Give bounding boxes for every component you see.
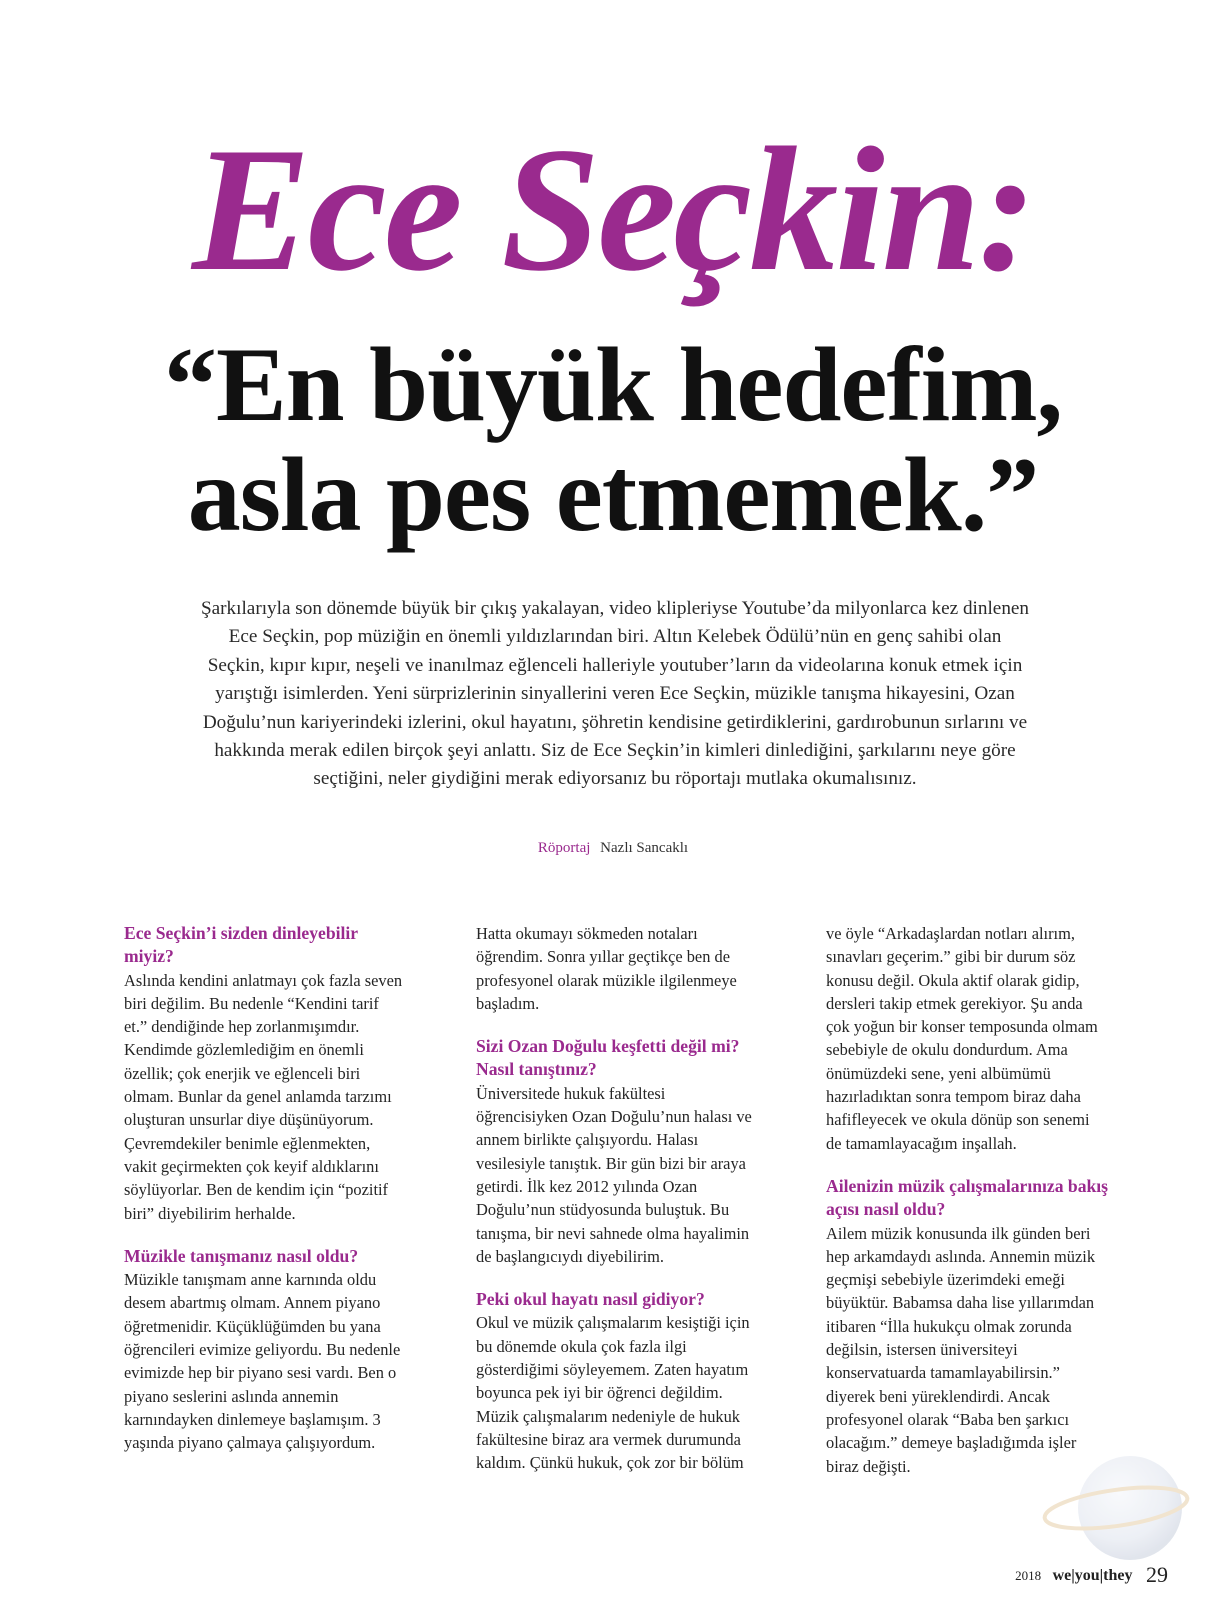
- question-heading: Müzikle tanışmanız nasıl oldu?: [124, 1245, 359, 1266]
- article-intro: Şarkılarıyla son dönemde büyük bir çıkış yakalayan, video klipleriyse Youtube’da milyonlarca kez dinlenen Ece Seçkin, pop müziğin en önemli yıldızlarından biri. Altın Kelebek Ödülü’nün en genç sahibi olan Seçkin, kıpır kıpır, neşeli ve inanılmaz eğlenceli halleriyle youtuber’ların da videolarına konuk etmek için yarıştığı isimlerden. Yeni sürprizlerinin sinyallerini veren Ece Seçkin, müzikle tanışma hikayesini, Ozan Doğulu’nun kariyerindeki izlerini, okul hayatını, şöhretin kendisine getirdiklerini, gardırobunun sırlarını ve hakkında merak edilen birçok şeyi anlattı. Siz de Ece Seçkin’in kimleri dinlediğini, şarkılarını neye göre seçtiğini, neler giydiğini merak ediyorsanız bu röportajı mutlaka okumalısınız.: [200, 598, 1030, 790]
- article-subtitle: [0, 326, 1226, 553]
- answer-paragraph: Müzikle tanışmam anne karnında oldu desem abartmış olmam. Annem piyano öğretmenidir. Küçüklüğümden bu yana öğrencileri evimize geliyordu. Bu nedenle evimizde hep bir piyano sesi vardı. Ben o piyano seslerini aslında annemin karnındayken dinlemeye başlamışım. 3 yaşında piyano çalmaya çalışıyordum.: [124, 1270, 401, 1453]
- subtitle-line-2: asla pes etmemek.”: [187, 436, 1039, 553]
- subtitle-line-1: “En büyük hedefim,: [163, 326, 1062, 443]
- page-number: 29: [1146, 1562, 1168, 1587]
- credit-name: Nazlı Sancaklı: [600, 840, 689, 856]
- column-3: [826, 922, 1108, 1478]
- answer-paragraph: Üniversitede hukuk fakültesi öğrencisiyken Ozan Doğulu’nun halası ve annem birlikte çalışıyordu. Halası vesilesiyle tanıştık. Bir gün bizi bir araya getirdi. İlk kez 2012 yılında Ozan Doğulu’nun stüdyosunda buluştuk. Bu tanışma, bir nevi sahnede olma hayalimin de başlangıcıydı diyebilirim.: [476, 1083, 752, 1266]
- footer-year: 2018: [1015, 1568, 1042, 1583]
- planet-icon: [1042, 1446, 1190, 1566]
- column-1: [124, 922, 406, 1455]
- interview-credit: [0, 838, 1226, 858]
- answer-paragraph: ve öyle “Arkadaşlardan notları alırım, sınavları geçerim.” gibi bir durum söz konusu değil. Okula aktif olarak gidip, dersleri takip etmek gerekiyor. Şu anda çok yoğun bir konser temposunda olmam sebebiyle de okulu dondurdum. Ama önümüzdeki sene, yeni albümümü hazırladıktan sonra tempom biraz daha hafifleyecek ve okula dönüp son senemi de tamamlayacağım inşallah.: [826, 924, 1098, 1153]
- page-footer: [1015, 1563, 1168, 1589]
- article-title: Ece Seçkin:: [192, 110, 1034, 308]
- column-2: [476, 922, 758, 1475]
- magazine-brand: we|you|they: [1052, 1567, 1133, 1584]
- credit-role: Röportaj: [537, 840, 591, 856]
- answer-paragraph: Ailem müzik konusunda ilk günden beri hep arkamdaydı aslında. Annemin müzik geçmişi sebebiyle üzerimdeki emeği büyüktür. Babamsa daha lise yıllarımdan itibaren “İlla hukukçu olmak zorunda değilsin, istersen üniversiteyi konservatuarda tamamlayabilirsin.” diyerek beni yüreklendirdi. Ancak profesyonel olarak “Baba ben şarkıcı olacağım.” demeye başladığımda işler biraz değişti.: [826, 1223, 1096, 1476]
- question-heading: Ailenizin müzik çalışmalarınıza bakış açısı nasıl oldu?: [826, 1175, 1109, 1220]
- answer-paragraph: Okul ve müzik çalışmalarım kesiştiği için bu dönemde okula çok fazla ilgi gösterdiğimi söyleyemem. Zaten hayatım boyunca pek iyi bir öğrenci değildim. Müzik çalışmalarım nedeniyle de hukuk fakültesine biraz ara vermek durumunda kaldım. Çünkü hukuk, çok zor bir bölüm: [476, 1313, 750, 1473]
- answer-paragraph: Aslında kendini anlatmayı çok fazla seven biri değilim. Bu nedenle “Kendini tarif et.” dendiğinde hep zorlanmışımdır. Kendimde gözlemlediğim en önemli özellik; çok enerjik ve eğlenceli biri olmam. Bunlar da genel anlamda tarzımı oluşturan unsurlar diye düşünüyorum. Çevremdekiler benimle eğlenmekten, vakit geçirmekten çok keyif aldıklarını söylüyorlar. Ben de kendim için “pozitif biri” diyebilirim herhalde.: [124, 970, 403, 1223]
- question-heading: Peki okul hayatı nasıl gidiyor?: [476, 1289, 705, 1310]
- answer-paragraph: Hatta okumayı sökmeden notaları öğrendim. Sonra yıllar geçtikçe ben de profesyonel olarak müzikle ilgilenmeye başladım.: [476, 924, 737, 1013]
- question-heading: Sizi Ozan Doğulu keşfetti değil mi? Nasıl tanıştınız?: [476, 1036, 740, 1080]
- question-heading: Ece Seçkin’i sizden dinleyebilir miyiz?: [124, 923, 358, 967]
